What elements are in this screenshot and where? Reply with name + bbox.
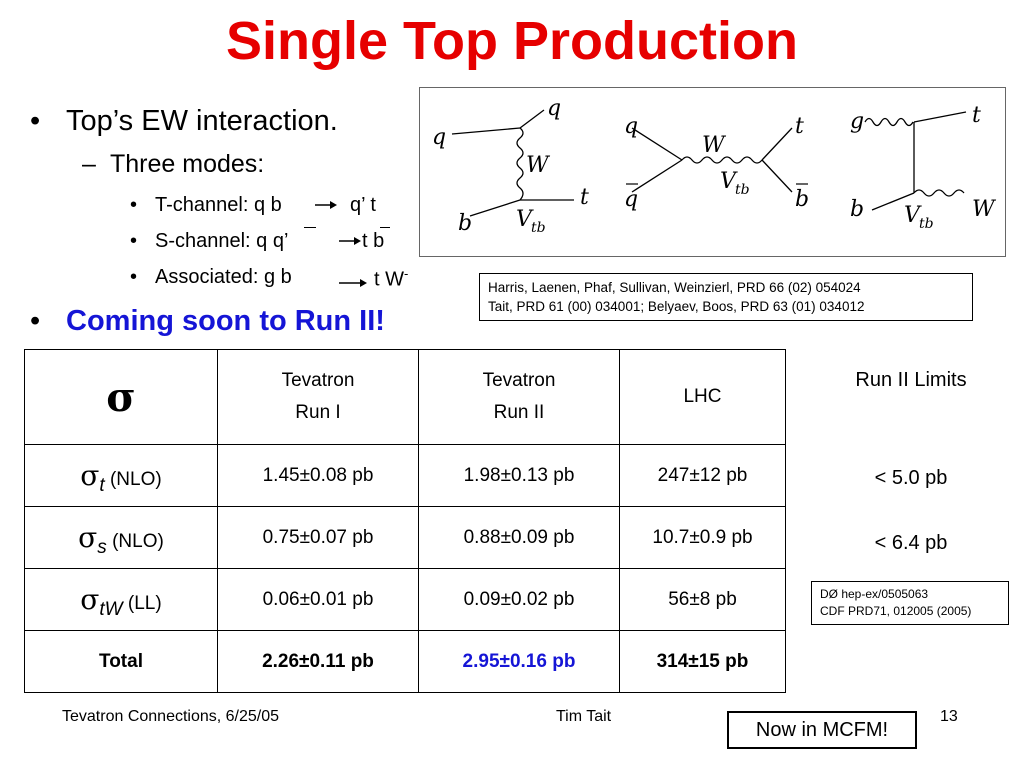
d1-q-left-label: q — [432, 125, 447, 150]
sigma-header: σ — [106, 373, 136, 421]
reference-line-1: Harris, Laenen, Phaf, Sullivan, Weinzierl, PRD 66 (02) 054024 — [488, 280, 861, 295]
footer-event: Tevatron Connections, 6/25/05 — [62, 708, 280, 725]
feynman-diagrams — [419, 87, 1006, 257]
total-row — [25, 631, 786, 693]
header-run1-line2: Run I — [295, 402, 341, 423]
sigma-symbol: σ — [78, 521, 98, 554]
d1-vtb-label: V — [516, 207, 532, 232]
cell-t-lhc: 247±12 pb — [620, 445, 786, 507]
bullet-ew-text: Top’s EW interaction. — [66, 105, 338, 137]
run2-limits-header: Run II Limits — [855, 369, 967, 391]
references-box — [479, 273, 973, 321]
bullet-run2-text: Coming soon to Run II! — [66, 305, 385, 337]
header-run2-line2: Run II — [493, 402, 545, 423]
tchannel-result: q’ t — [350, 194, 376, 216]
d2-vtb-sub: tb — [735, 182, 750, 198]
feynman-svg — [420, 88, 1005, 256]
limit-ref-line-2: CDF PRD71, 012005 (2005) — [820, 604, 972, 618]
header-lhc-text: LHC — [683, 386, 722, 407]
schannel-label: S-channel: q q’ — [155, 230, 289, 252]
d2-b-label: b — [795, 187, 810, 212]
header-run1-line1: Tevatron — [281, 370, 355, 391]
cell-s-lhc: 10.7±0.9 pb — [620, 507, 786, 569]
schannel-result: t b — [362, 230, 385, 252]
arrow-icon — [338, 274, 368, 297]
bbar-overline — [380, 227, 390, 228]
cell-tw-run2: 0.09±0.02 pb — [419, 569, 620, 631]
cell-tw-lhc: 56±8 pb — [620, 569, 786, 631]
limit-t: < 5.0 pb — [874, 467, 948, 489]
arrow-icon — [314, 196, 338, 219]
header-tevatron-run1 — [218, 350, 419, 445]
sigma-symbol: σ — [80, 459, 100, 492]
header-lhc — [620, 350, 786, 445]
limit-ref-line-1: DØ hep-ex/0505063 — [820, 587, 929, 601]
total-lhc: 314±15 pb — [620, 631, 786, 693]
limit-s: < 6.4 pb — [874, 532, 948, 554]
d1-b-label: b — [458, 211, 473, 236]
assoc-result — [374, 266, 408, 292]
sigma-sub: tW — [99, 599, 123, 620]
cell-t-run2: 1.98±0.13 pb — [419, 445, 620, 507]
d2-qbar-label: q — [624, 187, 639, 212]
bullet-modes-text: Three modes: — [110, 150, 265, 178]
row-label-s — [25, 507, 218, 569]
order-label: (NLO) — [112, 531, 164, 552]
d1-q-top-label: q — [547, 96, 562, 121]
d3-w-label: W — [972, 197, 995, 222]
header-run2-line1: Tevatron — [482, 370, 556, 391]
reference-line-2: Tait, PRD 61 (00) 034001; Belyaev, Boos, PRD 63 (01) 034012 — [488, 299, 865, 314]
row-label-tw — [25, 569, 218, 631]
cross-section-table — [24, 349, 786, 693]
order-label: (NLO) — [109, 469, 162, 490]
table-row — [25, 569, 786, 631]
d3-vtb-sub: tb — [919, 216, 934, 232]
d1-vtb-sub: tb — [531, 220, 546, 236]
limit-references-box — [811, 581, 1009, 625]
d2-q-label: q — [624, 114, 639, 139]
table-header-row — [25, 350, 786, 445]
total-run1: 2.26±0.11 pb — [218, 631, 419, 693]
d2-vtb-label: V — [720, 169, 736, 194]
cell-tw-run1: 0.06±0.01 pb — [218, 569, 419, 631]
sigma-sub: s — [97, 537, 107, 558]
d3-b-label: b — [850, 197, 865, 222]
d3-vtb-label: V — [904, 203, 920, 228]
d3-g-label: g — [850, 109, 865, 134]
d3-t-label: t — [972, 103, 981, 128]
d1-t-label: t — [580, 185, 589, 210]
d2-w-label: W — [702, 133, 725, 158]
header-tevatron-run2 — [419, 350, 620, 445]
assoc-result-text: t W — [374, 268, 404, 291]
total-run2: 2.95±0.16 pb — [419, 631, 620, 693]
assoc-sup: - — [404, 266, 409, 281]
sigma-symbol: σ — [80, 583, 100, 616]
d2-t-label: t — [795, 114, 804, 139]
table-row — [25, 507, 786, 569]
mcfm-note: Now in MCFM! — [727, 711, 917, 749]
cell-s-run2: 0.88±0.09 pb — [419, 507, 620, 569]
arrow-icon — [338, 232, 362, 255]
total-label: Total — [25, 631, 218, 693]
sigma-header-cell — [25, 350, 218, 445]
page-number: 13 — [940, 708, 958, 725]
slide-title: Single Top Production — [226, 11, 798, 71]
assoc-label: Associated: g b — [155, 266, 292, 288]
cell-t-run1: 1.45±0.08 pb — [218, 445, 419, 507]
tchannel-label: T-channel: q b — [155, 194, 282, 216]
sigma-sub: t — [99, 475, 105, 496]
table-row — [25, 445, 786, 507]
d1-w-label: W — [526, 153, 549, 178]
order-label: (LL) — [127, 593, 162, 614]
footer-author: Tim Tait — [556, 708, 612, 725]
cell-s-run1: 0.75±0.07 pb — [218, 507, 419, 569]
qbar-overline — [304, 227, 316, 228]
row-label-t — [25, 445, 218, 507]
